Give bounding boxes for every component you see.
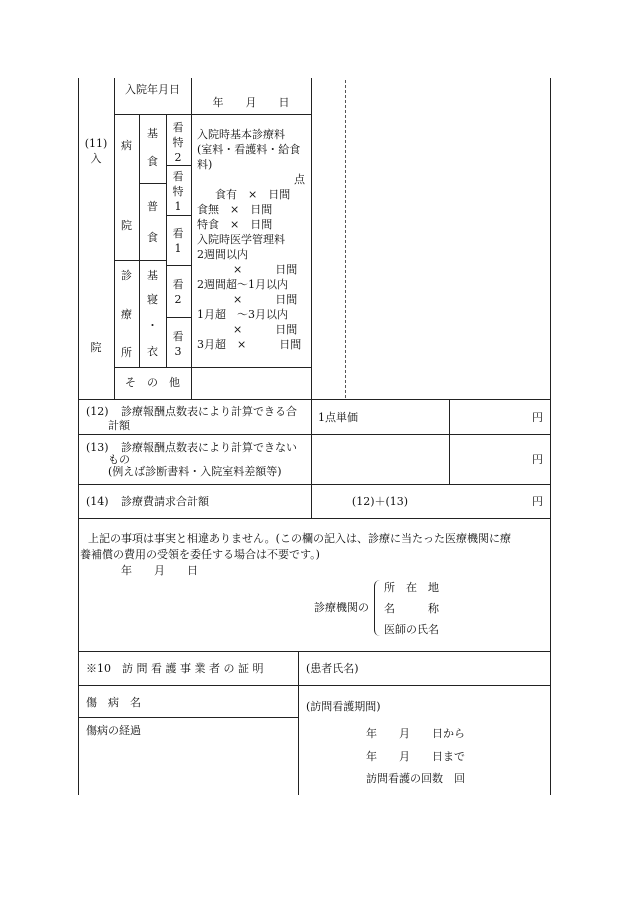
row12-yen: 円 (532, 411, 543, 424)
normal-meal-a: 普 (147, 200, 158, 213)
fee-line-3: 料) (197, 158, 213, 171)
nurse-2 (170, 277, 186, 307)
divider (114, 260, 166, 261)
basic-bed-a: 基 (147, 269, 158, 282)
visit-count: 訪問看護の回数 回 (366, 772, 465, 785)
nurse-special-1-c: 1 (174, 200, 182, 213)
divider (166, 265, 191, 266)
divider (78, 399, 550, 400)
period-to: 年 月 日まで (366, 750, 465, 763)
ward-label-b: 院 (121, 219, 132, 232)
row13-number: (13) (86, 441, 109, 454)
clinic-label-b: 療 (121, 308, 132, 321)
basic-bed-d: 衣 (147, 345, 158, 358)
row14-formula: (12)＋(13) (351, 495, 409, 508)
divider (78, 651, 550, 652)
nurse-special-1-a: 看 (172, 170, 184, 183)
divider (311, 78, 312, 399)
admission-date-label: 入院年月日 (125, 83, 180, 96)
fee-line-12: 1月超 〜3月以内 (197, 308, 288, 321)
divider (191, 78, 192, 399)
divider (78, 518, 550, 519)
basic-bed-c: ・ (147, 319, 158, 332)
fee-line-13: × 日間 (233, 323, 298, 336)
fee-line-6: 特食 × 日間 (197, 218, 273, 231)
nurse-3-b: 3 (174, 345, 182, 358)
dashed-divider (345, 80, 346, 398)
points-unit: 点 (294, 173, 305, 186)
right-border (550, 78, 551, 795)
nurse-special-2-a: 看 (172, 121, 184, 134)
fee-line-5: 食無 × 日間 (197, 203, 273, 216)
divider (449, 399, 450, 484)
fee-line-8: 2週間以内 (197, 248, 248, 261)
row12-label-2: 計額 (108, 419, 130, 432)
basic-meal-b: 食 (147, 155, 158, 168)
row13-yen: 円 (532, 453, 543, 466)
fee-line-4: 食有 × 日間 (215, 188, 291, 201)
row14-yen: 円 (532, 495, 543, 508)
cert-date: 年 月 日 (121, 564, 198, 577)
cert-text-1: 上記の事項は事実と相違ありません。(この欄の記入は、診療に当たった医療機関に療 (88, 532, 511, 545)
doctor-name-label: 医師の氏名 (384, 623, 439, 636)
divider (139, 183, 166, 184)
divider (78, 717, 298, 718)
institution-label: 診療機関の (314, 601, 369, 614)
admission-date-value: 年 月 日 (212, 96, 290, 109)
row14-label: 診療費請求合計額 (121, 495, 209, 508)
left-border-bottom (78, 520, 79, 795)
period-from: 年 月 日から (366, 727, 465, 740)
divider (298, 651, 299, 795)
nurse-special-2-c: 2 (174, 151, 182, 164)
normal-meal-b: 食 (147, 231, 158, 244)
nurse-2-b: 2 (174, 293, 182, 306)
patient-name-label: (患者氏名) (306, 662, 359, 675)
section-11-number: (11) (84, 137, 108, 150)
nurse-1-b: 1 (174, 242, 182, 255)
row12-number: (12) (86, 405, 109, 418)
nurse-special-1 (170, 169, 186, 214)
divider (78, 434, 550, 435)
section-11-label-top: 入 (90, 152, 102, 165)
nurse-1 (170, 226, 186, 256)
nursing-period-label: (訪問看護期間) (306, 700, 381, 713)
disease-name-label: 傷 病 名 (86, 696, 141, 709)
disease-course-label: 傷病の経過 (86, 724, 141, 737)
nursing-title: ※10 訪 問 看 護 事 業 者 の 証 明 (86, 662, 264, 675)
basic-bed-b: 寝 (147, 293, 158, 306)
nurse-1-a: 看 (172, 227, 184, 240)
left-border-top (78, 78, 79, 520)
clinic-label-a: 診 (121, 269, 132, 282)
fee-line-1: 入院時基本診療料 (197, 128, 285, 141)
fee-line-14: 3月超 × 日間 (197, 338, 302, 351)
fee-line-2: (室料・看護料・給食 (197, 143, 301, 156)
cert-text-2: 養補償の費用の受領を委任する場合は不要です。) (80, 548, 320, 561)
fee-line-9: × 日間 (233, 263, 298, 276)
clinic-label-c: 所 (121, 346, 132, 359)
fee-line-11: × 日間 (233, 293, 298, 306)
divider (166, 165, 191, 166)
unit-price-label: 1点単価 (318, 411, 358, 424)
basic-meal-a: 基 (147, 127, 158, 140)
nurse-special-2 (170, 120, 186, 165)
row13-label-2: もの (108, 453, 130, 466)
divider (166, 114, 167, 367)
ward-label-a: 病 (121, 139, 132, 152)
nurse-3-a: 看 (172, 330, 184, 343)
row12-label: 診療報酬点数表により計算できる合 (121, 405, 297, 418)
nurse-special-2-b: 特 (172, 136, 184, 149)
row13-label: 診療報酬点数表により計算できない (121, 441, 297, 454)
brace-icon (374, 580, 382, 636)
divider (166, 215, 191, 216)
institution-name-label: 名 称 (384, 602, 439, 615)
divider (166, 317, 191, 318)
nurse-3 (170, 329, 186, 359)
address-label: 所 在 地 (384, 581, 439, 594)
divider (114, 367, 311, 368)
nurse-special-1-b: 特 (172, 185, 184, 198)
section-11-label-bottom: 院 (90, 341, 102, 354)
row13-label-3: (例えば診断書料・入院室料差額等) (108, 465, 282, 478)
divider (78, 685, 550, 686)
fee-line-7: 入院時医学管理料 (197, 233, 285, 246)
other-label: そ の 他 (125, 376, 180, 389)
divider (78, 484, 550, 485)
nurse-2-a: 看 (172, 278, 184, 291)
row14-number: (14) (86, 495, 109, 508)
fee-line-10: 2週間超〜1月以内 (197, 278, 288, 291)
divider (114, 114, 311, 115)
